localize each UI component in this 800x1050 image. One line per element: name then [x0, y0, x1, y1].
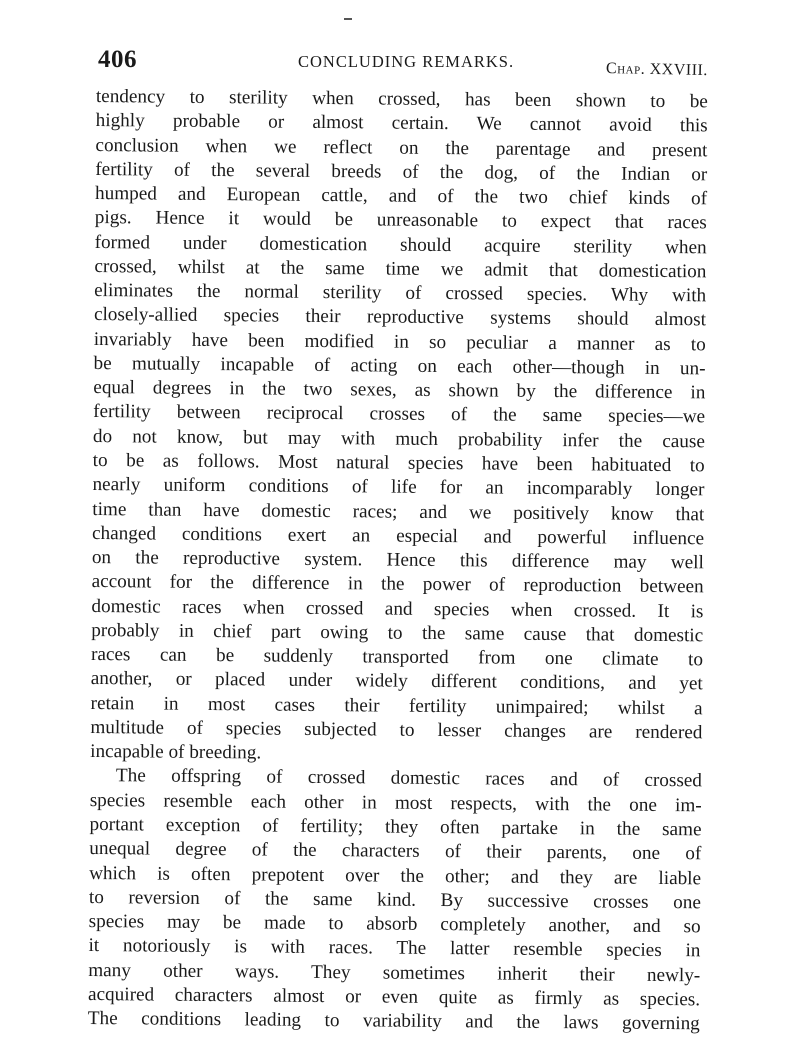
- text-line: changed conditions exert an especial and powerful influence: [91, 522, 705, 550]
- text-line: portant exception of fertility; they often partake in the same: [89, 813, 702, 841]
- text-line: species resemble each other in most respects, with the one im-: [89, 789, 702, 817]
- text-line: races can be suddenly transported from one climate to: [90, 644, 704, 671]
- text-line: eliminates the normal sterility of crossed species. Why with: [94, 280, 707, 307]
- text-line: humped and European cattle, and of the two chief kinds of: [94, 183, 708, 210]
- text-line: fertility of the several breeds of the dog, of the Indian or: [95, 158, 708, 186]
- text-line: fertility between reciprocal crosses of the same species—we: [93, 401, 706, 428]
- paragraph: [88, 764, 702, 1036]
- text-line: it notoriously is with races. The latter resemble species in: [88, 935, 701, 962]
- text-line: many other ways. They sometimes inherit their newly-: [88, 959, 701, 986]
- text-line: conclusion when we reflect on the parentage and present: [95, 134, 708, 161]
- text-line: to be as follows. Most natural species have been habituated to: [92, 449, 705, 477]
- body-text: [88, 85, 708, 1037]
- chapter-reference: Chap. XXVIII.: [606, 60, 709, 80]
- text-line: retain in most cases their fertility unimpaired; whilst a: [90, 692, 703, 719]
- text-line: another, or placed under widely different conditions, and yet: [90, 668, 703, 695]
- text-line: probably in chief part owing to the same cause that domestic: [91, 619, 704, 647]
- text-line: tendency to sterility when crossed, has been shown to be: [95, 85, 708, 113]
- paragraph: [90, 85, 708, 770]
- page-header: [98, 46, 708, 82]
- text-line: account for the difference in the power of reproduction between: [91, 571, 704, 598]
- text-line: species may be made to absorb completely another, and so: [88, 910, 701, 938]
- text-line: crossed, whilst at the same time we admit that domestication: [94, 255, 707, 283]
- running-head: CONCLUDING REMARKS.: [298, 52, 515, 71]
- text-line: unequal degree of the characters of their parents, one of: [89, 838, 702, 865]
- text-line: do not know, but may with much probability infer the cause: [92, 425, 706, 453]
- text-line: formed under domestication should acquire sterility when: [94, 231, 707, 258]
- text-line: be mutually incapable of acting on each other—though in un-: [93, 352, 706, 380]
- text-line: multitude of species subjected to lesser changes are rendered: [90, 716, 703, 744]
- text-line: incapable of breeding.: [90, 741, 262, 764]
- page-number: 406: [98, 46, 137, 73]
- text-line: equal degrees in the two sexes, as shown by the difference in: [93, 377, 706, 404]
- text-line: time than have domestic races; and we positively know that: [92, 498, 705, 525]
- text-line: to reversion of the same kind. By successive crosses one: [88, 886, 701, 914]
- text-line: highly probable or almost certain. We cannot avoid this: [95, 110, 708, 137]
- text-line: The conditions leading to variability and the laws governing: [87, 1008, 700, 1035]
- text-line: pigs. Hence it would be unreasonable to expect that races: [94, 207, 707, 234]
- text-line: closely-allied species their reproductive systems should almost: [93, 304, 707, 331]
- text-line: nearly uniform conditions of life for an incomparably longer: [92, 474, 705, 501]
- top-mark: [344, 18, 352, 20]
- text-line: invariably have been modified in so peculiar a manner as to: [93, 328, 706, 355]
- text-line: domestic races when crossed and species when crossed. It is: [91, 595, 704, 622]
- text-line: The offspring of crossed domestic races and of crossed: [115, 765, 703, 792]
- text-line: which is often prepotent over the other; and they are liable: [89, 862, 702, 889]
- text-line: on the reproductive system. Hence this difference may well: [91, 547, 704, 574]
- text-line: acquired characters almost or even quite as firmly as species.: [87, 983, 701, 1011]
